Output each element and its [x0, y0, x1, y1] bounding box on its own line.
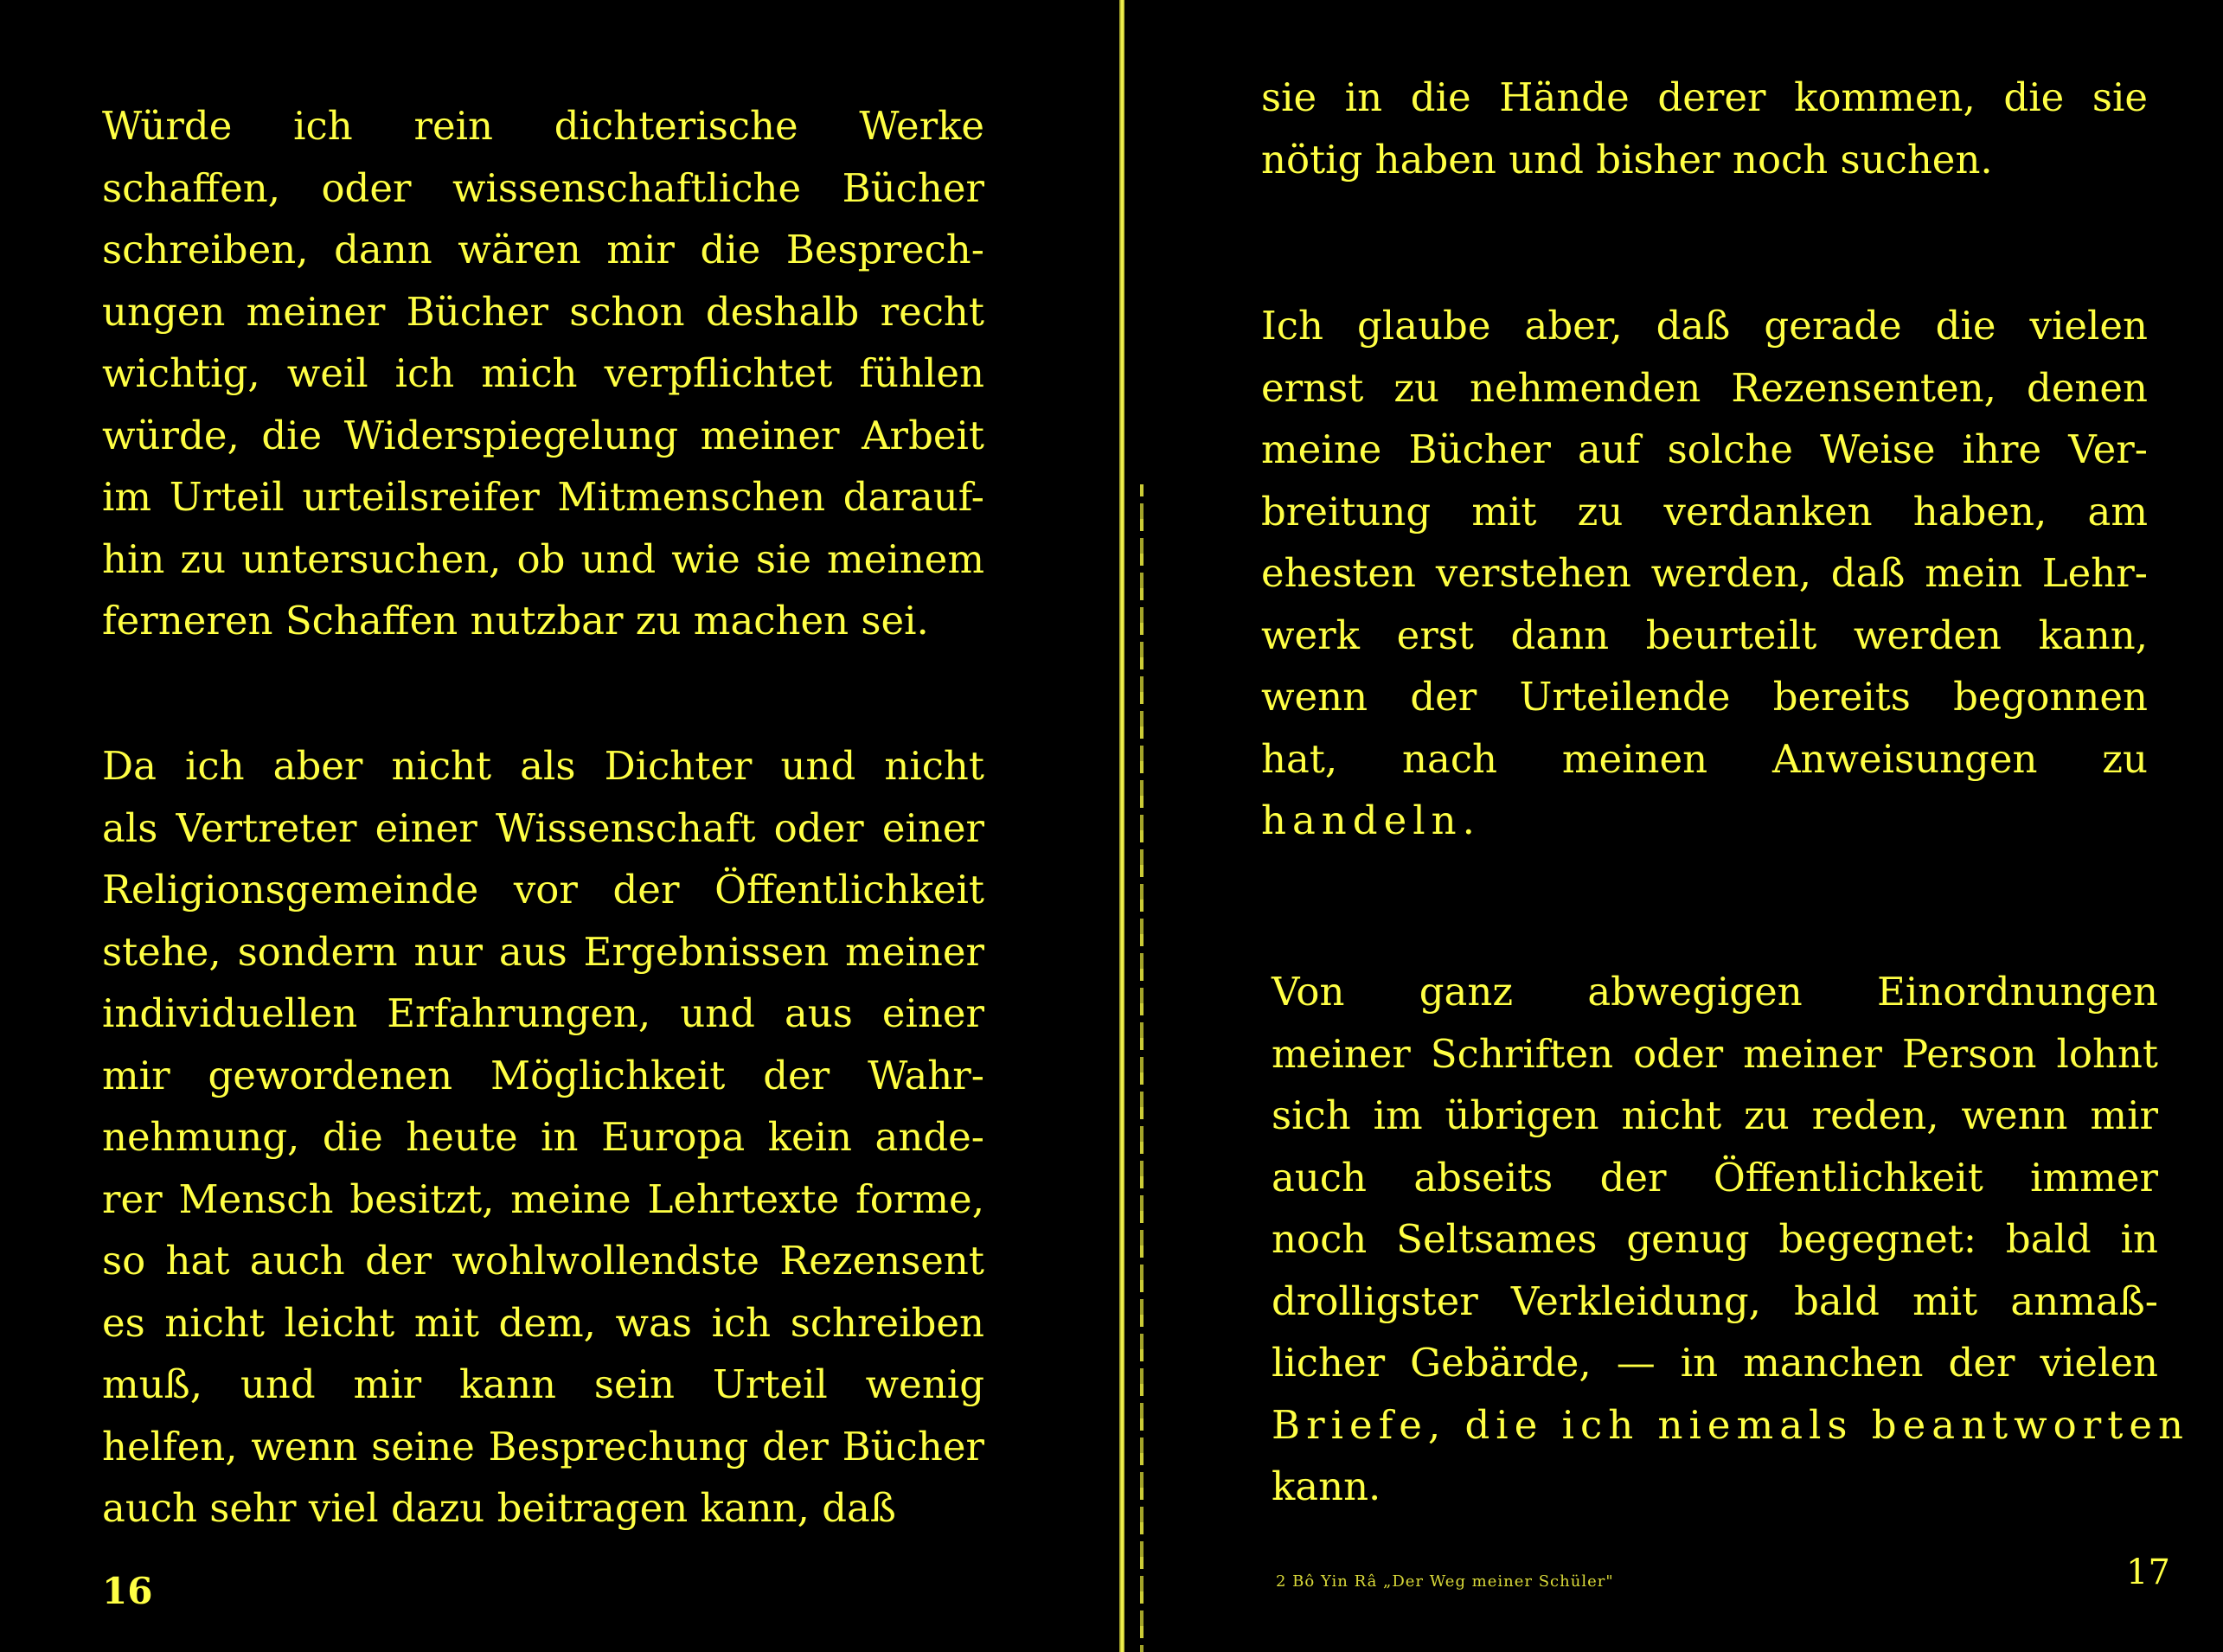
page-number-left: 16 [102, 1570, 153, 1612]
text-line: Religionsgemeinde vor der Öffentlichkeit [102, 867, 984, 912]
left-paragraph-1 [102, 95, 984, 652]
text-line: nötig haben und bisher noch suchen. [1261, 136, 1993, 182]
book-gutter [1119, 0, 1124, 1652]
footer-signature-note: 2 Bô Yin Râ „Der Weg meiner Schüler" [1276, 1572, 1614, 1591]
text-line: ungen meiner Bücher schon deshalb recht [102, 288, 984, 335]
text-line: ferneren Schaffen nutzbar zu machen sei. [102, 598, 929, 644]
text-line: Würde ich rein dichterische Werke [102, 103, 984, 149]
text-line: licher Gebärde, — in manchen der vielen [1272, 1340, 2158, 1386]
text-line: handeln. [1261, 797, 1481, 843]
text-line: würde, die Widerspiegelung meiner Arbeit [102, 412, 984, 458]
text-line: wenn der Urteilende bereits begonnen [1261, 674, 2148, 720]
text-line: Briefe, die ich niemals beantworten [1272, 1401, 2189, 1448]
text-line: auch abseits der Öffentlichkeit immer [1272, 1154, 2158, 1201]
text-line: drolligster Verkleidung, bald mit anmaß- [1272, 1277, 2158, 1324]
text-line: mir gewordenen Möglichkeit der Wahr- [102, 1052, 984, 1098]
text-line: Ich glaube aber, daß gerade die vielen [1261, 303, 2148, 349]
text-line: Von ganz abwegigen Einordnungen [1272, 969, 2158, 1015]
text-line: auch sehr viel dazu beitragen kann, daß [102, 1485, 896, 1531]
page-number-right: 17 [2126, 1553, 2170, 1592]
text-line: so hat auch der wohlwollendste Rezensent [102, 1238, 984, 1284]
text-line: es nicht leicht mit dem, was ich schreiben [102, 1299, 984, 1346]
text-line: hat, nach meinen Anweisungen zu [1261, 735, 2148, 782]
text-line: meine Bücher auf solche Weise ihre Ver- [1261, 426, 2148, 472]
text-line: ernst zu nehmenden Rezensenten, denen [1261, 364, 2148, 411]
text-line: im Urteil urteilsreifer Mitmenschen darauf- [102, 474, 984, 520]
left-paragraph-2 [102, 735, 984, 1540]
text-line: wichtig, weil ich mich verpflichtet fühlen [102, 350, 984, 396]
text-line: sie in die Hände derer kommen, die sie [1261, 74, 2148, 120]
text-line: sich im übrigen nicht zu reden, wenn mir [1272, 1092, 2158, 1138]
text-line: stehe, sondern nur aus Ergebnissen meiner [102, 928, 984, 975]
right-paragraph-2 [1261, 295, 2148, 852]
text-line: ehesten verstehen werden, daß mein Lehr- [1261, 550, 2148, 596]
text-line: hin zu untersuchen, ob und wie sie meinem [102, 535, 984, 582]
text-line: schreiben, dann wären mir die Besprech- [102, 227, 984, 272]
text-line: nehmung, die heute in Europa kein ande- [102, 1114, 984, 1160]
text-line: schaffen, oder wissenschaftliche Bücher [102, 164, 984, 211]
book-gutter-edge [1140, 484, 1144, 1652]
text-line: Da ich aber nicht als Dichter und nicht [102, 743, 984, 789]
text-line: helfen, wenn seine Besprechung der Bücher [102, 1423, 984, 1470]
text-line: kann. [1272, 1463, 1381, 1509]
text-line: werk erst dann beurteilt werden kann, [1261, 611, 2148, 658]
text-line: muß, und mir kann sein Urteil wenig [102, 1361, 984, 1407]
right-paragraph-1 [1261, 67, 2148, 190]
text-line: rer Mensch besitzt, meine Lehrtexte forme, [102, 1175, 984, 1222]
text-line: breitung mit zu verdanken haben, am [1261, 488, 2148, 535]
right-paragraph-3 [1272, 961, 2189, 1518]
text-line: meiner Schriften oder meiner Person lohnt [1272, 1030, 2158, 1077]
text-line: individuellen Erfahrungen, und aus einer [102, 990, 984, 1036]
text-line: noch Seltsames genug begegnet: bald in [1272, 1216, 2158, 1262]
text-line: als Vertreter einer Wissenschaft oder einer [102, 804, 984, 851]
